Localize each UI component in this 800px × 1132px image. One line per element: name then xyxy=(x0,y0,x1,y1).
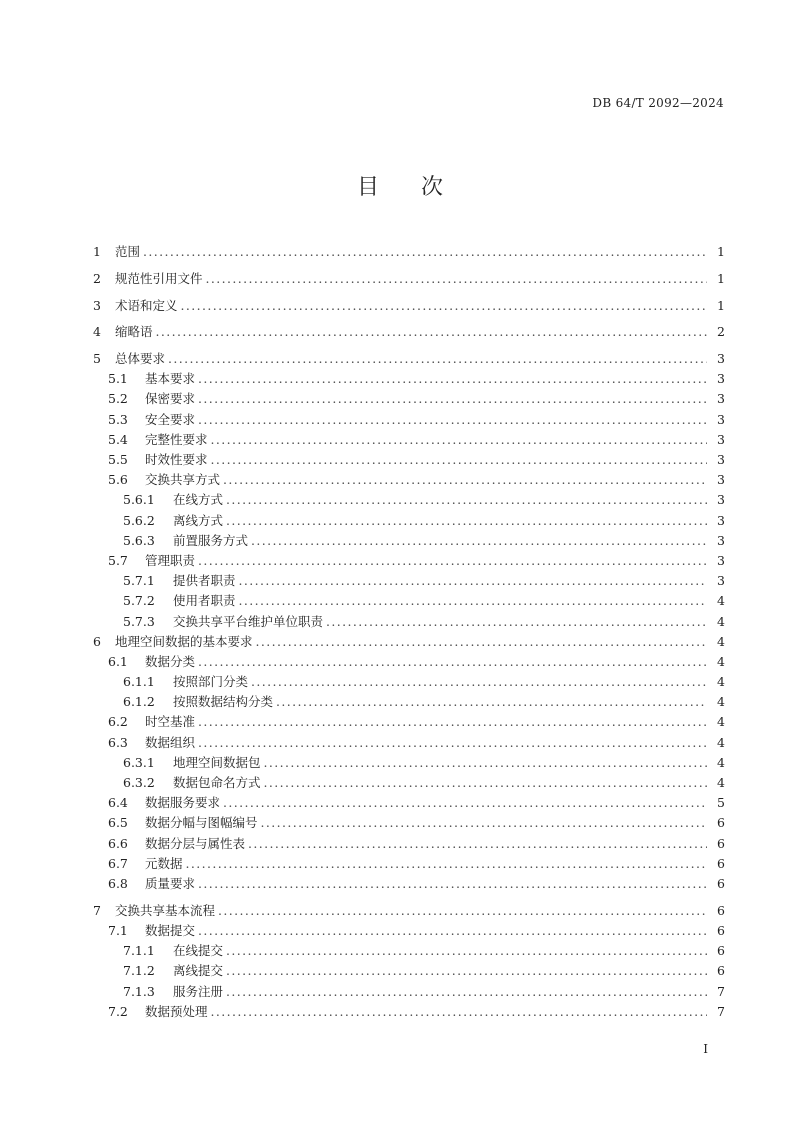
toc-entry-number: 7 xyxy=(93,903,101,919)
toc-entry-page: 1 xyxy=(717,244,725,259)
toc-entry-page: 4 xyxy=(717,754,725,770)
toc-leader-dots xyxy=(226,511,707,531)
toc-entry-page: 3 xyxy=(717,371,725,387)
toc-entry[interactable] xyxy=(93,874,725,894)
toc-entry-page: 7 xyxy=(717,983,725,999)
table-of-contents xyxy=(93,242,725,1022)
toc-entry-number: 6.3 xyxy=(108,734,128,750)
toc-entry-title: 在线提交 xyxy=(173,943,224,959)
toc-entry-title: 数据组织 xyxy=(145,734,196,750)
toc-entry[interactable] xyxy=(93,490,725,510)
toc-leader-dots xyxy=(226,490,707,510)
toc-entry[interactable] xyxy=(93,793,725,813)
toc-entry-number: 7.2 xyxy=(108,1003,128,1019)
toc-entry[interactable] xyxy=(93,269,725,289)
toc-entry[interactable] xyxy=(93,854,725,874)
toc-entry-title: 按照部门分类 xyxy=(173,674,249,690)
toc-entry-number: 5.7.1 xyxy=(123,573,155,589)
toc-entry-page: 4 xyxy=(717,775,725,791)
toc-entry-page: 4 xyxy=(717,653,725,669)
toc-entry-title: 管理职责 xyxy=(145,553,196,569)
toc-entry-title: 安全要求 xyxy=(145,411,196,427)
toc-entry-title: 保密要求 xyxy=(145,391,196,407)
toc-entry-page: 5 xyxy=(717,795,725,811)
toc-entry-number: 5.5 xyxy=(108,452,128,467)
toc-entry[interactable] xyxy=(93,813,725,833)
toc-leader-dots xyxy=(211,430,707,450)
toc-entry[interactable] xyxy=(93,389,725,409)
toc-entry[interactable] xyxy=(93,511,725,531)
toc-entry-page: 6 xyxy=(717,943,725,959)
toc-entry-title: 总体要求 xyxy=(115,351,166,367)
toc-entry-title: 服务注册 xyxy=(173,983,224,999)
toc-entry-number: 7.1 xyxy=(108,923,128,939)
toc-entry-number: 5.7.3 xyxy=(123,613,155,629)
toc-leader-dots xyxy=(211,450,707,470)
toc-leader-dots xyxy=(156,322,707,342)
toc-entry[interactable] xyxy=(93,733,725,753)
toc-entry[interactable] xyxy=(93,349,725,369)
toc-entry-number: 7.1.2 xyxy=(123,963,155,979)
toc-entry[interactable] xyxy=(93,612,725,632)
toc-entry[interactable] xyxy=(93,632,725,652)
toc-entry-title: 范围 xyxy=(115,244,141,259)
toc-entry-page: 4 xyxy=(717,694,725,710)
toc-entry-title: 时空基准 xyxy=(145,714,196,730)
toc-entry[interactable] xyxy=(93,571,725,591)
toc-entry-number: 6.6 xyxy=(108,835,128,851)
toc-entry-number: 5.6 xyxy=(108,472,128,488)
toc-leader-dots xyxy=(261,813,707,833)
toc-entry-title: 完整性要求 xyxy=(145,431,208,447)
toc-entry-number: 5 xyxy=(93,351,101,367)
toc-entry-title: 交换共享方式 xyxy=(145,472,221,488)
toc-entry-page: 1 xyxy=(717,297,725,313)
toc-entry-title: 地理空间数据包 xyxy=(173,754,261,770)
toc-leader-dots xyxy=(223,793,707,813)
toc-leader-dots xyxy=(256,632,707,652)
toc-leader-dots xyxy=(276,692,707,712)
toc-leader-dots xyxy=(326,612,707,632)
toc-entry-title: 交换共享基本流程 xyxy=(115,903,216,919)
toc-entry-number: 5.6.1 xyxy=(123,492,155,508)
toc-entry[interactable] xyxy=(93,551,725,571)
toc-entry-title: 提供者职责 xyxy=(173,573,236,589)
toc-entry-page: 7 xyxy=(717,1003,725,1019)
toc-entry-page: 6 xyxy=(717,903,725,919)
toc-entry-page: 4 xyxy=(717,674,725,690)
toc-entry-title: 质量要求 xyxy=(145,876,196,892)
toc-leader-dots xyxy=(181,296,707,316)
toc-entry-number: 5.6.3 xyxy=(123,532,155,548)
toc-leader-dots xyxy=(251,531,707,551)
toc-entry-title: 缩略语 xyxy=(115,324,153,340)
toc-leader-dots xyxy=(198,652,707,672)
toc-leader-dots xyxy=(251,672,707,692)
toc-entry[interactable] xyxy=(93,296,725,316)
toc-entry-number: 5.1 xyxy=(108,371,128,387)
toc-entry-number: 6.2 xyxy=(108,714,128,730)
toc-entry-title: 数据分层与属性表 xyxy=(145,835,246,851)
toc-entry-page: 3 xyxy=(717,351,725,367)
toc-entry[interactable] xyxy=(93,961,725,981)
toc-entry-title: 基本要求 xyxy=(145,371,196,387)
toc-entry-number: 6.1 xyxy=(108,653,128,669)
toc-entry-page: 3 xyxy=(717,431,725,447)
toc-entry-number: 6.4 xyxy=(108,795,128,811)
toc-leader-dots xyxy=(239,571,707,591)
toc-entry-title: 地理空间数据的基本要求 xyxy=(115,633,253,649)
toc-leader-dots xyxy=(198,921,707,941)
toc-entry-number: 7.1.3 xyxy=(123,983,155,999)
toc-entry[interactable] xyxy=(93,242,725,262)
toc-entry-number: 6.3.1 xyxy=(123,754,155,770)
toc-leader-dots xyxy=(226,961,707,981)
toc-entry[interactable] xyxy=(93,591,725,611)
toc-entry-title: 数据提交 xyxy=(145,923,196,939)
toc-entry-title: 数据分幅与图幅编号 xyxy=(145,815,258,831)
toc-entry-page: 3 xyxy=(717,573,725,589)
toc-entry[interactable] xyxy=(93,410,725,430)
toc-entry[interactable] xyxy=(93,430,725,450)
toc-entry-page: 6 xyxy=(717,963,725,979)
toc-entry-page: 4 xyxy=(717,633,725,649)
toc-entry-number: 6.8 xyxy=(108,876,128,892)
document-code: DB 64/T 2092—2024 xyxy=(592,96,724,110)
toc-entry-title: 数据服务要求 xyxy=(145,795,221,811)
toc-entry-page: 3 xyxy=(717,391,725,407)
toc-leader-dots xyxy=(211,1002,707,1022)
toc-entry-number: 6.7 xyxy=(108,855,128,871)
toc-entry-page: 6 xyxy=(717,855,725,871)
toc-entry-number: 5.7.2 xyxy=(123,593,155,609)
toc-entry-title: 按照数据结构分类 xyxy=(173,694,274,710)
toc-entry-title: 数据预处理 xyxy=(145,1003,208,1019)
toc-entry-number: 6 xyxy=(93,633,101,649)
toc-entry-number: 3 xyxy=(93,297,101,313)
toc-entry-page: 6 xyxy=(717,923,725,939)
toc-entry-page: 3 xyxy=(717,553,725,569)
toc-entry[interactable] xyxy=(93,1002,725,1022)
toc-entry-page: 4 xyxy=(717,613,725,629)
toc-entry-number: 6.5 xyxy=(108,815,128,831)
toc-entry-page: 3 xyxy=(717,512,725,528)
toc-entry-page: 6 xyxy=(717,815,725,831)
toc-entry-page: 4 xyxy=(717,593,725,609)
toc-leader-dots xyxy=(198,389,707,409)
toc-entry-title: 使用者职责 xyxy=(173,593,236,609)
toc-entry[interactable] xyxy=(93,921,725,941)
toc-entry-number: 5.7 xyxy=(108,553,128,569)
toc-entry-number: 1 xyxy=(93,244,101,259)
toc-entry-page: 4 xyxy=(717,714,725,730)
toc-leader-dots xyxy=(198,712,707,732)
toc-entry-title: 交换共享平台维护单位职责 xyxy=(173,613,324,629)
toc-entry-title: 离线方式 xyxy=(173,512,224,528)
toc-entry-number: 5.6.2 xyxy=(123,512,155,528)
toc-entry-number: 5.3 xyxy=(108,411,128,427)
page-number: I xyxy=(703,1042,708,1056)
toc-leader-dots xyxy=(248,834,707,854)
toc-entry-number: 4 xyxy=(93,324,101,340)
toc-entry-number: 5.2 xyxy=(108,391,128,407)
toc-entry-page: 3 xyxy=(717,452,725,467)
toc-entry-title: 规范性引用文件 xyxy=(115,270,203,286)
toc-entry-page: 1 xyxy=(717,270,725,286)
toc-leader-dots xyxy=(218,901,707,921)
toc-leader-dots xyxy=(264,753,707,773)
toc-entry-title: 离线提交 xyxy=(173,963,224,979)
toc-entry-title: 前置服务方式 xyxy=(173,532,249,548)
toc-entry[interactable] xyxy=(93,901,725,921)
toc-leader-dots xyxy=(186,854,707,874)
toc-entry[interactable] xyxy=(93,773,725,793)
toc-leader-dots xyxy=(223,470,707,490)
toc-leader-dots xyxy=(168,349,707,369)
toc-leader-dots xyxy=(206,269,707,289)
toc-entry[interactable] xyxy=(93,531,725,551)
toc-entry-page: 3 xyxy=(717,532,725,548)
toc-entry-number: 6.3.2 xyxy=(123,775,155,791)
toc-entry-title: 在线方式 xyxy=(173,492,224,508)
toc-entry[interactable] xyxy=(93,834,725,854)
toc-entry-page: 2 xyxy=(717,324,725,340)
toc-entry-number: 6.1.2 xyxy=(123,694,155,710)
toc-entry[interactable] xyxy=(93,753,725,773)
toc-entry[interactable] xyxy=(93,450,725,470)
toc-entry-page: 3 xyxy=(717,411,725,427)
toc-leader-dots xyxy=(239,591,707,611)
toc-entry-title: 数据分类 xyxy=(145,653,196,669)
toc-leader-dots xyxy=(226,982,707,1002)
toc-entry[interactable] xyxy=(93,322,725,342)
toc-entry-number: 5.4 xyxy=(108,431,128,447)
toc-entry-page: 6 xyxy=(717,835,725,851)
toc-entry[interactable] xyxy=(93,369,725,389)
toc-entry[interactable] xyxy=(93,672,725,692)
toc-leader-dots xyxy=(198,369,707,389)
toc-entry[interactable] xyxy=(93,941,725,961)
toc-entry[interactable] xyxy=(93,692,725,712)
toc-entry[interactable] xyxy=(93,982,725,1002)
toc-entry-page: 4 xyxy=(717,734,725,750)
toc-entry-number: 7.1.1 xyxy=(123,943,155,959)
toc-leader-dots xyxy=(226,941,707,961)
toc-entry-page: 3 xyxy=(717,492,725,508)
toc-entry-title: 数据包命名方式 xyxy=(173,775,261,791)
toc-entry[interactable] xyxy=(93,470,725,490)
toc-entry-number: 2 xyxy=(93,270,101,286)
toc-leader-dots xyxy=(198,874,707,894)
toc-entry[interactable] xyxy=(93,712,725,732)
toc-entry-title: 术语和定义 xyxy=(115,297,178,313)
toc-entry[interactable] xyxy=(93,652,725,672)
toc-leader-dots xyxy=(198,410,707,430)
toc-entry-page: 3 xyxy=(717,472,725,488)
toc-entry-number: 6.1.1 xyxy=(123,674,155,690)
toc-entry-title: 元数据 xyxy=(145,855,183,871)
toc-leader-dots xyxy=(198,733,707,753)
toc-entry-title: 时效性要求 xyxy=(145,452,208,467)
toc-title: 目次 xyxy=(356,175,485,200)
toc-leader-dots xyxy=(143,242,707,262)
toc-leader-dots xyxy=(198,551,707,571)
toc-leader-dots xyxy=(264,773,707,793)
toc-entry-page: 6 xyxy=(717,876,725,892)
